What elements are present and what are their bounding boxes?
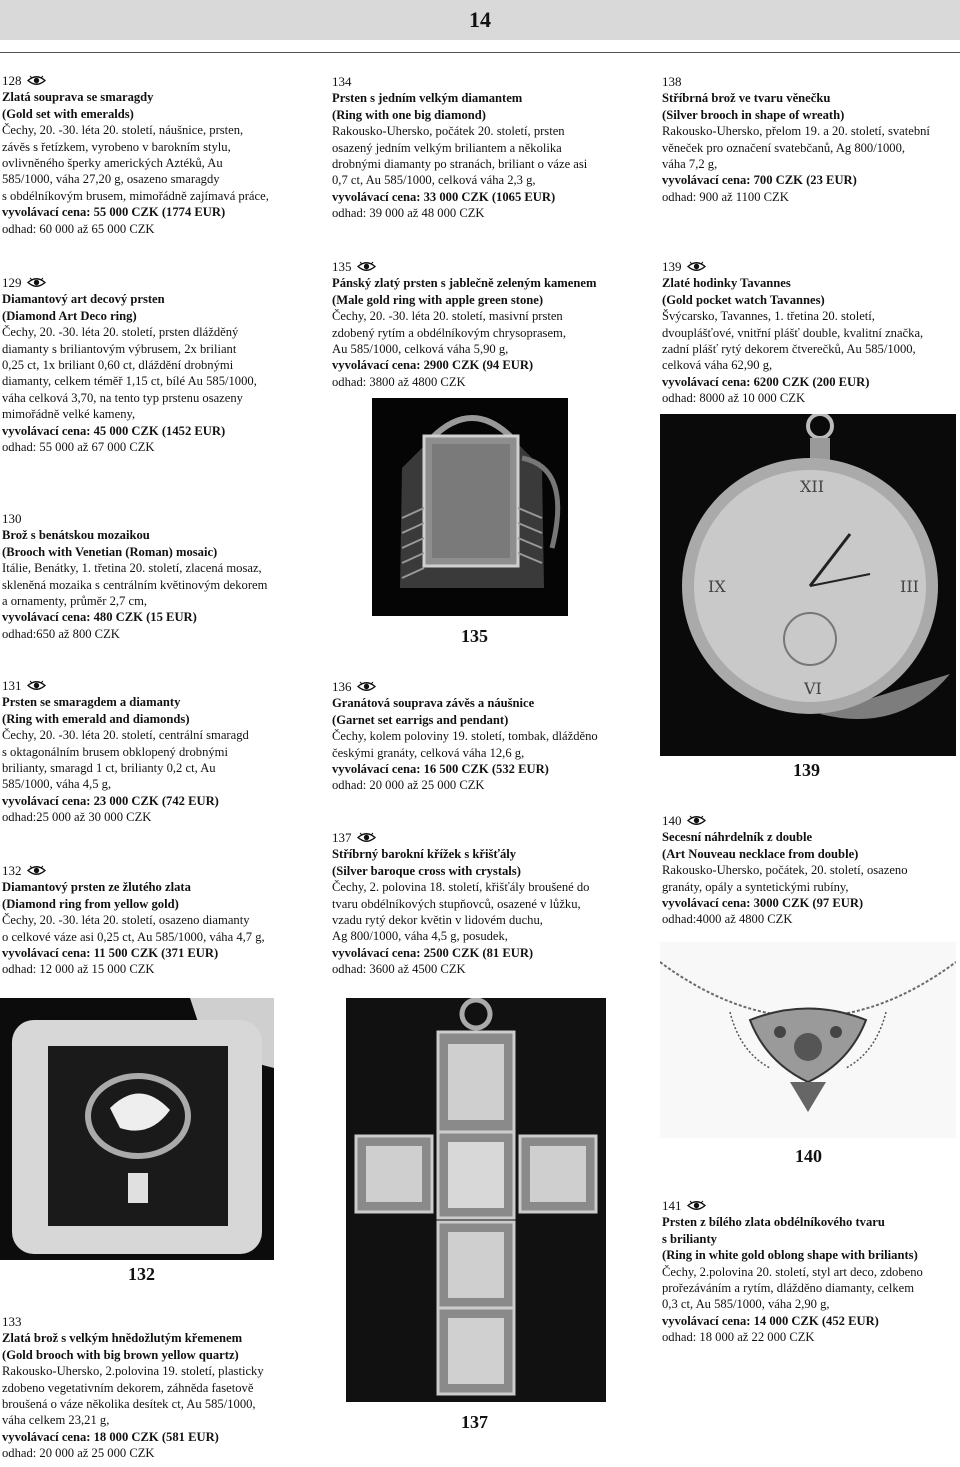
lot-text: prořezáváním a rytím, dlážděno diamanty, celkem <box>662 1281 915 1296</box>
lot-text: zadní plášť rytý dekorem čtverečků, Au 585/1000, <box>662 342 916 357</box>
lot-text: Čechy, kolem poloviny 19. století, tombak, dlážděno <box>332 729 598 744</box>
lot-139 <box>662 259 923 407</box>
lot-title: Zlatá souprava se smaragdy <box>2 90 154 105</box>
svg-text:IX: IX <box>708 577 726 596</box>
lot-text: broušená o váze několika desítek ct, Au 585/1000, <box>2 1397 256 1412</box>
lot-text: a ornamenty, průměr 2,7 cm, <box>2 594 148 609</box>
lot-text: diamanty s briliantovým výbrusem, 2x briliant <box>2 341 237 356</box>
lot-text: odhad:4000 až 4800 CZK <box>662 912 793 927</box>
lot-128 <box>2 73 269 237</box>
lot-135 <box>332 259 596 390</box>
lot-140 <box>662 813 908 928</box>
eye-icon <box>27 865 46 876</box>
lot-text: Čechy, 20. -30. léta 20. století, náušnice, prsten, <box>2 123 244 138</box>
lot-137 <box>332 830 589 978</box>
lot-text: Čechy, 20. -30. léta 20. století, centrální smaragd <box>2 728 249 743</box>
lot-number-text: 134 <box>332 74 352 89</box>
lot-number <box>2 73 269 89</box>
lot-text: granáty, opály a syntetickými rubíny, <box>662 879 849 894</box>
lot-text: věneček pro označení svatebčanů, Ag 800/1000, <box>662 140 906 155</box>
header-rule <box>0 52 960 53</box>
lot-price: vyvolávací cena: 2900 CZK (94 EUR) <box>332 358 534 373</box>
eye-icon <box>27 277 46 288</box>
lot-text: Itálie, Benátky, 1. třetina 20. století, zlacená mosaz, <box>2 561 262 576</box>
ring-135-illustration <box>372 398 568 616</box>
lot-text: Čechy, 2.polovina 20. století, styl art deco, zdobeno <box>662 1264 923 1279</box>
lot-text: Rakousko-Uhersko, počátek, 20. století, osazeno <box>662 863 908 878</box>
lot-price: vyvolávací cena: 11 500 CZK (371 EUR) <box>2 946 219 961</box>
lot-text: Čechy, 20. -30. léta 20. století, prsten dlážděný <box>2 325 239 340</box>
lot-text: odhad: 900 až 1100 CZK <box>662 189 789 204</box>
eye-icon <box>357 261 376 272</box>
lot-price: vyvolávací cena: 45 000 CZK (1452 EUR) <box>2 423 226 438</box>
lot-title: Zlatá brož s velkým hnědožlutým křemenem <box>2 1331 243 1346</box>
caption-140: 140 <box>795 1146 822 1166</box>
lot-text: Čechy, 20. -30. léta 20. století, masivní prsten <box>332 309 563 324</box>
lot-title: Granátová souprava závěs a náušnice <box>332 696 535 711</box>
lot-number <box>662 74 930 90</box>
lot-price: vyvolávací cena: 23 000 CZK (742 EUR) <box>2 793 219 808</box>
lot-title: Diamantový art decový prsten <box>2 292 165 307</box>
lot-title: Pánský zlatý prsten s jablečně zeleným kamenem <box>332 276 597 291</box>
lot-number <box>2 1314 264 1330</box>
lot-text: závěs s řetízkem, vyrobeno v barokním stylu, <box>2 139 231 154</box>
lot-text: odhad:650 až 800 CZK <box>2 626 120 641</box>
lot-number-text: 140 <box>662 813 682 828</box>
photo-necklace-140 <box>660 942 956 1138</box>
lot-text: Rakousko-Uhersko, počátek 20. století, prsten <box>332 124 565 139</box>
lot-text: Švýcarsko, Tavannes, 1. třetina 20. století, <box>662 309 875 324</box>
photo-watch-139 <box>660 414 956 756</box>
lot-134 <box>332 74 587 222</box>
lot-number-text: 129 <box>2 275 22 290</box>
eye-icon <box>357 832 376 843</box>
lot-title: Prsten s jedním velkým diamantem <box>332 91 523 106</box>
lot-text: diamanty, celkem téměř 1,15 ct, bílé Au 585/1000, <box>2 374 257 389</box>
watch-139-illustration <box>660 414 956 756</box>
lot-number <box>332 830 589 846</box>
svg-text:XII: XII <box>800 477 825 496</box>
lot-number <box>662 259 923 275</box>
lot-text: odhad: 39 000 až 48 000 CZK <box>332 206 485 221</box>
lot-text: Ag 800/1000, váha 4,5 g, posudek, <box>332 929 508 944</box>
lot-text: s obdélníkovým brusem, mimořádně zajímavá práce, <box>2 188 269 203</box>
lot-title: (Male gold ring with apple green stone) <box>332 292 544 307</box>
lot-number-text: 135 <box>332 259 352 274</box>
photo-ring-135 <box>372 398 568 616</box>
lot-text: tvaru obdélníkových stupňovců, osazené v lůžku, <box>332 896 581 911</box>
lot-number <box>332 679 598 695</box>
lot-text: skleněná mozaika s centrálním květinovým dekorem <box>2 577 268 592</box>
lot-text: 585/1000, váha 4,5 g, <box>2 777 112 792</box>
lot-text: 0,3 ct, Au 585/1000, váha 2,90 g, <box>662 1297 830 1312</box>
photo-ring-132 <box>0 998 274 1260</box>
lot-number-text: 136 <box>332 679 352 694</box>
photo-cross-137 <box>346 998 606 1402</box>
lot-number <box>662 1198 923 1214</box>
lot-title: (Ring in white gold oblong shape with briliants) <box>662 1248 918 1263</box>
lot-text: osazený jedním velkým briliantem a několika <box>332 140 562 155</box>
lot-129 <box>2 275 257 455</box>
lot-title: Prsten z bílého zlata obdélníkového tvaru <box>662 1215 885 1230</box>
lot-price: vyvolávací cena: 3000 CZK (97 EUR) <box>662 896 864 911</box>
lot-text: Čechy, 20. -30. léta 20. století, osazeno diamanty <box>2 913 250 928</box>
lot-text: 585/1000, váha 27,20 g, osazeno smaragdy <box>2 172 220 187</box>
lot-text: vzadu rytý dekor květin v lidovém duchu, <box>332 913 543 928</box>
lot-text: o celkové váze asi 0,25 ct, Au 585/1000, váha 4,7 g, <box>2 929 265 944</box>
lot-title: Stříbrný barokní křížek s křišťály <box>332 847 517 862</box>
lot-price: vyvolávací cena: 480 CZK (15 EUR) <box>2 610 197 625</box>
lot-138 <box>662 74 930 205</box>
lot-title: Stříbrná brož ve tvaru věnečku <box>662 91 831 106</box>
lot-text: odhad: 3600 až 4500 CZK <box>332 962 466 977</box>
lot-text: odhad: 3800 až 4800 CZK <box>332 374 466 389</box>
lot-text: dvouplášťové, vnitřní plášť double, kvalitní značka, <box>662 325 924 340</box>
lot-131 <box>2 678 249 826</box>
lot-price: vyvolávací cena: 18 000 CZK (581 EUR) <box>2 1429 219 1444</box>
lot-text: zdobeno vegetativním dekorem, záhněda fasetově <box>2 1380 254 1395</box>
lot-number <box>2 511 267 527</box>
lot-text: Rakousko-Uhersko, 2.polovina 19. století, plasticky <box>2 1364 264 1379</box>
caption-135: 135 <box>461 626 488 646</box>
lot-title: (Gold set with emeralds) <box>2 106 134 121</box>
lot-text: odhad: 60 000 až 65 000 CZK <box>2 221 155 236</box>
lot-title: Diamantový prsten ze žlutého zlata <box>2 880 191 895</box>
lot-title: (Diamond Art Deco ring) <box>2 308 137 323</box>
lot-text: 0,7 ct, Au 585/1000, celková váha 2,3 g, <box>332 173 536 188</box>
lot-title: (Silver brooch in shape of wreath) <box>662 107 845 122</box>
lot-text: odhad: 12 000 až 15 000 CZK <box>2 962 155 977</box>
lot-title: Prsten se smaragdem a diamanty <box>2 695 181 710</box>
lot-number-text: 141 <box>662 1198 682 1213</box>
lot-price: vyvolávací cena: 14 000 CZK (452 EUR) <box>662 1313 879 1328</box>
lot-text: odhad:25 000 až 30 000 CZK <box>2 810 152 825</box>
lot-title: (Silver baroque cross with crystals) <box>332 863 521 878</box>
eye-icon <box>687 1200 706 1211</box>
lot-text: brilianty, smaragd 1 ct, brilianty 0,2 ct, Au <box>2 761 216 776</box>
lot-132 <box>2 863 265 978</box>
lot-price: vyvolávací cena: 2500 CZK (81 EUR) <box>332 945 534 960</box>
lot-price: vyvolávací cena: 6200 CZK (200 EUR) <box>662 374 870 389</box>
lot-text: váha celkem 23,21 g, <box>2 1413 110 1428</box>
lot-text: odhad: 20 000 až 25 000 CZK <box>332 778 485 793</box>
lot-text: váha 7,2 g, <box>662 157 718 172</box>
lot-number-text: 139 <box>662 259 682 274</box>
lot-text: s oktagonálním brusem obklopený drobnými <box>2 744 228 759</box>
lot-text: váha celková 3,70, na tento typ prstenu osazeny <box>2 390 243 405</box>
lot-text: 0,25 ct, 1x briliant 0,60 ct, dláždění drobnými <box>2 358 234 373</box>
lot-133 <box>2 1314 264 1462</box>
ring-132-illustration <box>0 998 274 1260</box>
eye-icon <box>687 261 706 272</box>
lot-title: Secesní náhrdelník z double <box>662 830 813 845</box>
cross-137-illustration <box>346 998 606 1402</box>
lot-title: s brilianty <box>662 1231 717 1246</box>
lot-text: Au 585/1000, celková váha 5,90 g, <box>332 342 509 357</box>
lot-number <box>2 678 249 694</box>
lot-title: (Brooch with Venetian (Roman) mosaic) <box>2 544 218 559</box>
caption-139: 139 <box>793 760 820 780</box>
lot-text: českými granáty, celková váha 12,6 g, <box>332 745 525 760</box>
page-number: 14 <box>469 7 491 32</box>
lot-title: (Gold brooch with big brown yellow quartz) <box>2 1347 239 1362</box>
lot-title: (Diamond ring from yellow gold) <box>2 896 179 911</box>
lot-number <box>2 863 265 879</box>
necklace-140-illustration <box>660 942 956 1138</box>
lot-text: odhad: 8000 až 10 000 CZK <box>662 391 806 406</box>
lot-text: mimořádně velké kameny, <box>2 407 136 422</box>
lot-number-text: 137 <box>332 830 352 845</box>
eye-icon <box>687 815 706 826</box>
lot-136 <box>332 679 598 794</box>
lot-price: vyvolávací cena: 700 CZK (23 EUR) <box>662 173 857 188</box>
eye-icon <box>357 681 376 692</box>
lot-number <box>2 275 257 291</box>
eye-icon <box>27 75 46 86</box>
lot-text: odhad: 18 000 až 22 000 CZK <box>662 1330 815 1345</box>
lot-title: (Gold pocket watch Tavannes) <box>662 292 825 307</box>
caption-137: 137 <box>461 1412 488 1432</box>
lot-text: drobnými diamanty po stranách, briliant o váze asi <box>332 157 588 172</box>
lot-text: Rakousko-Uhersko, přelom 19. a 20. století, svatební <box>662 124 930 139</box>
lot-title: (Ring with one big diamond) <box>332 107 486 122</box>
lot-number-text: 128 <box>2 73 22 88</box>
lot-price: vyvolávací cena: 33 000 CZK (1065 EUR) <box>332 189 556 204</box>
lot-text: odhad: 20 000 až 25 000 CZK <box>2 1446 155 1461</box>
lot-text: zdobený rytím a obdélníkovým chrysoprasem, <box>332 325 566 340</box>
lot-text: Čechy, 2. polovina 18. století, křišťály broušené do <box>332 880 590 895</box>
lot-price: vyvolávací cena: 55 000 CZK (1774 EUR) <box>2 205 226 220</box>
lot-number-text: 138 <box>662 74 682 89</box>
lot-title: (Art Nouveau necklace from double) <box>662 846 859 861</box>
lot-text: odhad: 55 000 až 67 000 CZK <box>2 440 155 455</box>
caption-132: 132 <box>128 1264 155 1284</box>
lot-text: celková váha 62,90 g, <box>662 358 773 373</box>
lot-number-text: 131 <box>2 678 22 693</box>
lot-title: Zlaté hodinky Tavannes <box>662 276 791 291</box>
lot-141 <box>662 1198 923 1346</box>
lot-number <box>662 813 908 829</box>
lot-title: Brož s benátskou mozaikou <box>2 528 150 543</box>
svg-text:III: III <box>900 577 919 596</box>
lot-number-text: 133 <box>2 1314 22 1329</box>
lot-text: ovlivněného šperky amerických Aztéků, Au <box>2 156 223 171</box>
lot-130 <box>2 511 267 642</box>
svg-text:VI: VI <box>804 679 822 698</box>
lot-number <box>332 74 587 90</box>
eye-icon <box>27 680 46 691</box>
lot-title: (Garnet set earrigs and pendant) <box>332 712 509 727</box>
lot-number-text: 132 <box>2 863 22 878</box>
lot-number-text: 130 <box>2 511 22 526</box>
lot-title: (Ring with emerald and diamonds) <box>2 711 190 726</box>
lot-price: vyvolávací cena: 16 500 CZK (532 EUR) <box>332 762 549 777</box>
lot-number <box>332 259 596 275</box>
